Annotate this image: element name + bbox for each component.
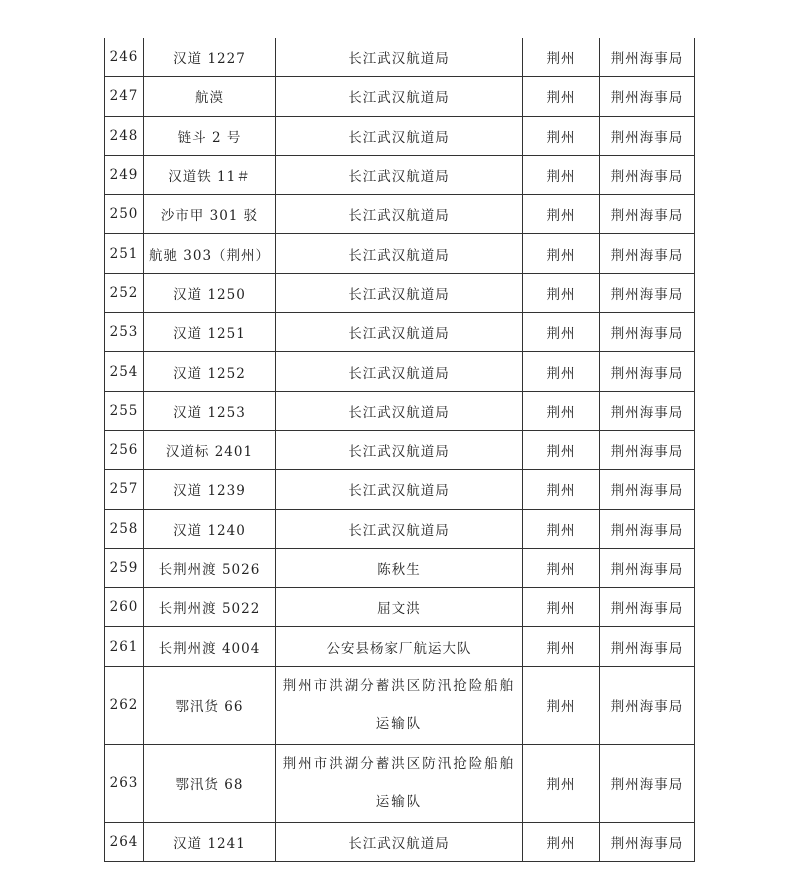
authority-cell: 荆州海事局 [600, 38, 695, 77]
authority-cell: 荆州海事局 [600, 588, 695, 627]
row-number-cell: 248 [105, 116, 144, 155]
port-cell: 荆州 [523, 313, 600, 352]
owner-cell: 长江武汉航道局 [276, 313, 523, 352]
table-row [105, 744, 695, 822]
authority-cell: 荆州海事局 [600, 744, 695, 822]
owner-cell: 长江武汉航道局 [276, 234, 523, 273]
port-cell: 荆州 [523, 548, 600, 587]
authority-cell: 荆州海事局 [600, 195, 695, 234]
table-row [105, 470, 695, 509]
authority-cell: 荆州海事局 [600, 352, 695, 391]
authority-cell: 荆州海事局 [600, 430, 695, 469]
vessel-name-cell: 鄂汛货 68 [144, 744, 276, 822]
table-row [105, 116, 695, 155]
vessel-name-cell: 汉道 1239 [144, 470, 276, 509]
row-number-cell: 254 [105, 352, 144, 391]
table-row [105, 822, 695, 861]
row-number-cell: 261 [105, 627, 144, 666]
vessel-name-cell: 沙市甲 301 驳 [144, 195, 276, 234]
row-number-cell: 255 [105, 391, 144, 430]
port-cell: 荆州 [523, 195, 600, 234]
owner-cell: 屈文洪 [276, 588, 523, 627]
table-row [105, 77, 695, 116]
owner-cell: 长江武汉航道局 [276, 195, 523, 234]
row-number-cell: 253 [105, 313, 144, 352]
vessel-name-cell: 鄂汛货 66 [144, 666, 276, 744]
owner-cell: 长江武汉航道局 [276, 822, 523, 861]
owner-cell: 长江武汉航道局 [276, 391, 523, 430]
vessel-name-cell: 长荆州渡 4004 [144, 627, 276, 666]
table-row [105, 273, 695, 312]
vessel-name-cell: 汉道 1240 [144, 509, 276, 548]
row-number-cell: 262 [105, 666, 144, 744]
owner-cell: 长江武汉航道局 [276, 116, 523, 155]
row-number-cell: 249 [105, 155, 144, 194]
owner-cell: 长江武汉航道局 [276, 38, 523, 77]
row-number-cell: 247 [105, 77, 144, 116]
authority-cell: 荆州海事局 [600, 627, 695, 666]
port-cell: 荆州 [523, 588, 600, 627]
table-row [105, 352, 695, 391]
authority-cell: 荆州海事局 [600, 77, 695, 116]
port-cell: 荆州 [523, 666, 600, 744]
table-row [105, 155, 695, 194]
table-row [105, 391, 695, 430]
vessel-name-cell: 链斗 2 号 [144, 116, 276, 155]
owner-cell: 长江武汉航道局 [276, 470, 523, 509]
vessel-name-cell: 汉道 1250 [144, 273, 276, 312]
port-cell: 荆州 [523, 744, 600, 822]
port-cell: 荆州 [523, 234, 600, 273]
table-row [105, 38, 695, 77]
vessel-name-cell: 汉道 1227 [144, 38, 276, 77]
authority-cell: 荆州海事局 [600, 155, 695, 194]
row-number-cell: 256 [105, 430, 144, 469]
owner-cell: 长江武汉航道局 [276, 77, 523, 116]
port-cell: 荆州 [523, 273, 600, 312]
row-number-cell: 263 [105, 744, 144, 822]
authority-cell: 荆州海事局 [600, 548, 695, 587]
owner-cell: 长江武汉航道局 [276, 155, 523, 194]
table-body [105, 38, 695, 862]
vessel-name-cell: 汉道铁 11＃ [144, 155, 276, 194]
authority-cell: 荆州海事局 [600, 116, 695, 155]
vessel-name-cell: 汉道标 2401 [144, 430, 276, 469]
port-cell: 荆州 [523, 155, 600, 194]
vessel-registry-table [104, 38, 695, 862]
owner-cell: 长江武汉航道局 [276, 430, 523, 469]
owner-cell: 陈秋生 [276, 548, 523, 587]
vessel-name-cell: 汉道 1251 [144, 313, 276, 352]
table-row [105, 313, 695, 352]
authority-cell: 荆州海事局 [600, 273, 695, 312]
port-cell: 荆州 [523, 822, 600, 861]
owner-cell: 公安县杨家厂航运大队 [276, 627, 523, 666]
port-cell: 荆州 [523, 627, 600, 666]
vessel-name-cell: 长荆州渡 5022 [144, 588, 276, 627]
authority-cell: 荆州海事局 [600, 822, 695, 861]
row-number-cell: 258 [105, 509, 144, 548]
table-row [105, 430, 695, 469]
vessel-name-cell: 航驰 303（荆州） [144, 234, 276, 273]
table-row [105, 509, 695, 548]
table-row [105, 588, 695, 627]
authority-cell: 荆州海事局 [600, 391, 695, 430]
owner-cell: 荆州市洪湖分蓄洪区防汛抢险船舶运输队 [276, 666, 523, 744]
table-row [105, 627, 695, 666]
authority-cell: 荆州海事局 [600, 470, 695, 509]
table-row [105, 666, 695, 744]
row-number-cell: 252 [105, 273, 144, 312]
table-row [105, 234, 695, 273]
vessel-name-cell: 长荆州渡 5026 [144, 548, 276, 587]
vessel-name-cell: 汉道 1252 [144, 352, 276, 391]
port-cell: 荆州 [523, 38, 600, 77]
vessel-name-cell: 航漠 [144, 77, 276, 116]
port-cell: 荆州 [523, 352, 600, 391]
authority-cell: 荆州海事局 [600, 234, 695, 273]
vessel-name-cell: 汉道 1253 [144, 391, 276, 430]
port-cell: 荆州 [523, 509, 600, 548]
port-cell: 荆州 [523, 77, 600, 116]
row-number-cell: 259 [105, 548, 144, 587]
vessel-name-cell: 汉道 1241 [144, 822, 276, 861]
port-cell: 荆州 [523, 391, 600, 430]
row-number-cell: 264 [105, 822, 144, 861]
port-cell: 荆州 [523, 470, 600, 509]
row-number-cell: 251 [105, 234, 144, 273]
owner-cell: 荆州市洪湖分蓄洪区防汛抢险船舶运输队 [276, 744, 523, 822]
port-cell: 荆州 [523, 430, 600, 469]
authority-cell: 荆州海事局 [600, 666, 695, 744]
authority-cell: 荆州海事局 [600, 313, 695, 352]
row-number-cell: 257 [105, 470, 144, 509]
row-number-cell: 250 [105, 195, 144, 234]
owner-cell: 长江武汉航道局 [276, 273, 523, 312]
table-row [105, 195, 695, 234]
table-row [105, 548, 695, 587]
row-number-cell: 246 [105, 38, 144, 77]
owner-cell: 长江武汉航道局 [276, 352, 523, 391]
authority-cell: 荆州海事局 [600, 509, 695, 548]
row-number-cell: 260 [105, 588, 144, 627]
owner-cell: 长江武汉航道局 [276, 509, 523, 548]
port-cell: 荆州 [523, 116, 600, 155]
